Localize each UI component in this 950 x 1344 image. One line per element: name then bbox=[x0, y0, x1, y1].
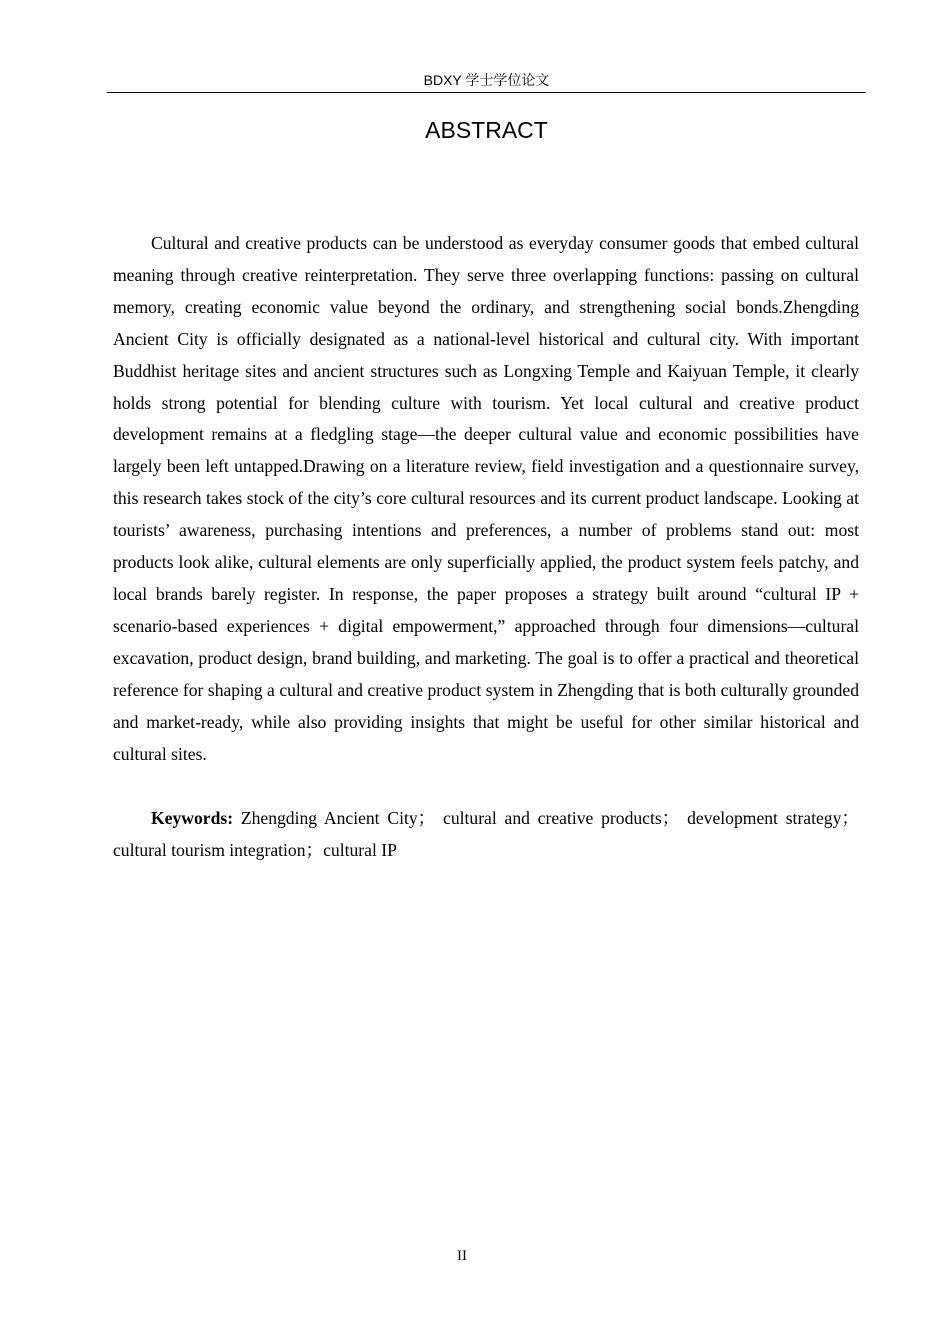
keywords-label: Keywords: bbox=[151, 808, 234, 828]
running-header: BDXY 学士学位论文 bbox=[423, 72, 550, 88]
page-number: II bbox=[457, 1248, 467, 1264]
keywords-list: Zhengding Ancient City； cultural and creative products； development strategy； cultural tourism integration；cultural IP bbox=[113, 808, 859, 860]
keywords-paragraph bbox=[113, 803, 859, 867]
abstract-paragraph: Cultural and creative products can be understood as everyday consumer goods that embed cultural meaning through creative reinterpretation. They serve three overlapping functions: passing on cultural memory, creating economic value beyond the ordinary, and strengthening social bonds.Zhengding Ancient City is officially designated as a national-level historical and cultural city. With important Buddhist heritage sites and ancient structures such as Longxing Temple and Kaiyuan Temple, it clearly holds strong potential for blending culture with tourism. Yet local cultural and creative product development remains at a fledgling stage—the deeper cultural value and economic possibilities have largely been left untapped.Drawing on a literature review, field investigation and a questionnaire survey, this research takes stock of the city’s core cultural resources and its current product landscape. Looking at tourists’ awareness, purchasing intentions and preferences, a number of problems stand out: most products look alike, cultural elements are only superficially applied, the product system feels patchy, and local brands barely register. In response, the paper proposes a strategy built around “cultural IP + scenario-based experiences + digital empowerment,” approached through four dimensions—cultural excavation, product design, brand building, and marketing. The goal is to offer a practical and theoretical reference for shaping a cultural and creative product system in Zhengding that is both culturally grounded and market-ready, while also providing insights that might be useful for other similar historical and cultural sites. bbox=[113, 233, 859, 764]
header-divider bbox=[107, 92, 866, 93]
page-title: ABSTRACT bbox=[425, 117, 548, 143]
